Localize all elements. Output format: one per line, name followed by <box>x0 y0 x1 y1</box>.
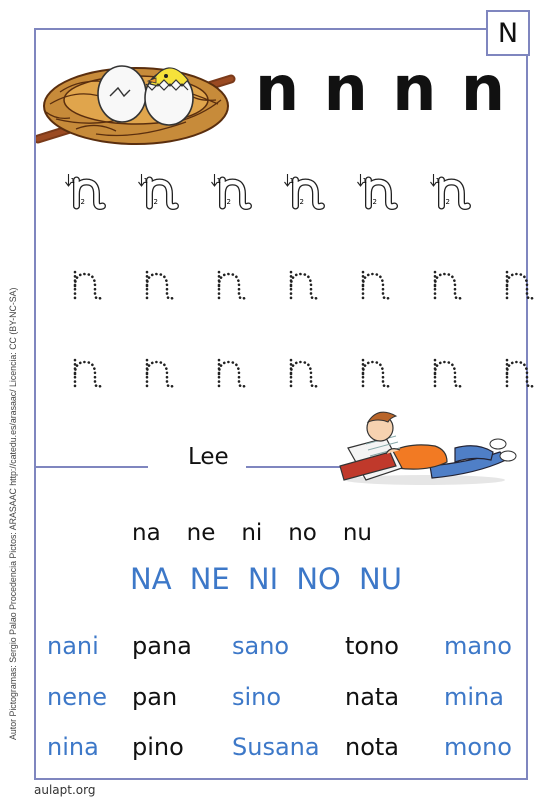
word: mono <box>444 733 512 761</box>
stroke-number: 2 <box>80 198 85 206</box>
stroke-number: 2 <box>445 198 450 206</box>
divider-left <box>36 466 148 468</box>
syllable: NO <box>296 562 341 596</box>
syllable: NA <box>130 562 172 596</box>
word: sino <box>232 683 282 711</box>
model-letter: n <box>255 52 300 125</box>
word: nani <box>47 632 99 660</box>
syllable: no <box>288 520 317 546</box>
word: nina <box>47 733 99 761</box>
stroke-number: 2 <box>372 198 377 206</box>
stroke-guide-letter <box>50 172 123 216</box>
syllable: nu <box>342 520 372 546</box>
dotted-trace-letter <box>482 352 554 396</box>
stroke-number: 2 <box>299 198 304 206</box>
dotted-trace-letter <box>410 352 482 396</box>
dotted-trace-letter <box>266 352 338 396</box>
dotted-trace-letter <box>122 264 194 308</box>
word: tono <box>345 632 399 660</box>
syllables-lowercase <box>132 520 372 546</box>
stroke-number: 1 <box>70 177 75 185</box>
dotted-trace-letter <box>266 264 338 308</box>
word: mano <box>444 632 512 660</box>
syllable: na <box>132 520 161 546</box>
word: pan <box>132 683 178 711</box>
syllable: NI <box>247 562 279 596</box>
stroke-guide-letter <box>342 172 415 216</box>
word: nota <box>345 733 400 761</box>
dotted-trace-letter <box>338 352 410 396</box>
word: sano <box>232 632 290 660</box>
side-credit: Autor Pictogramas: Sergio Palao Procedencia Pictos: ARASAAC http://catedu.es/arasaac/ Licencia: CC (BY-NC-SA) <box>8 287 18 740</box>
dotted-trace-letter <box>338 264 410 308</box>
stroke-number: 1 <box>289 177 294 185</box>
word: pino <box>132 733 184 761</box>
stroke-number: 1 <box>143 177 148 185</box>
read-label: Lee <box>188 444 229 470</box>
stroke-number: 2 <box>153 198 158 206</box>
stroke-guide-letter <box>415 172 488 216</box>
stroke-guide-letter <box>269 172 342 216</box>
dotted-trace-letter <box>194 264 266 308</box>
model-letter: n <box>392 52 437 125</box>
word: nene <box>47 683 107 711</box>
word: mina <box>444 683 504 711</box>
stroke-number: 1 <box>362 177 367 185</box>
dotted-trace-letter <box>50 264 122 308</box>
stroke-guide-row <box>50 172 488 216</box>
model-letter: n <box>323 52 368 125</box>
syllables-uppercase <box>130 562 402 596</box>
word: pana <box>132 632 192 660</box>
dotted-trace-letter <box>410 264 482 308</box>
stroke-number: 1 <box>216 177 221 185</box>
stroke-guide-letter <box>196 172 269 216</box>
word: Susana <box>232 733 320 761</box>
dotted-trace-row <box>50 352 554 396</box>
syllable: NU <box>359 562 402 596</box>
stroke-number: 1 <box>435 177 440 185</box>
stroke-number: 2 <box>226 198 231 206</box>
syllable: NE <box>189 562 230 596</box>
stroke-guide-letter <box>123 172 196 216</box>
child-reading-illustration <box>330 408 520 488</box>
dotted-trace-letter <box>194 352 266 396</box>
corner-letter: N <box>486 10 530 56</box>
word: nata <box>345 683 400 711</box>
footer-site: aulapt.org <box>34 783 96 797</box>
model-letter: n <box>460 52 505 125</box>
dotted-trace-letter <box>122 352 194 396</box>
syllable: ne <box>186 520 216 546</box>
dotted-trace-letter <box>50 352 122 396</box>
model-letters <box>255 52 505 125</box>
dotted-trace-row <box>50 264 554 308</box>
nest-illustration <box>36 44 236 154</box>
dotted-trace-letter <box>482 264 554 308</box>
syllable: ni <box>241 520 263 546</box>
